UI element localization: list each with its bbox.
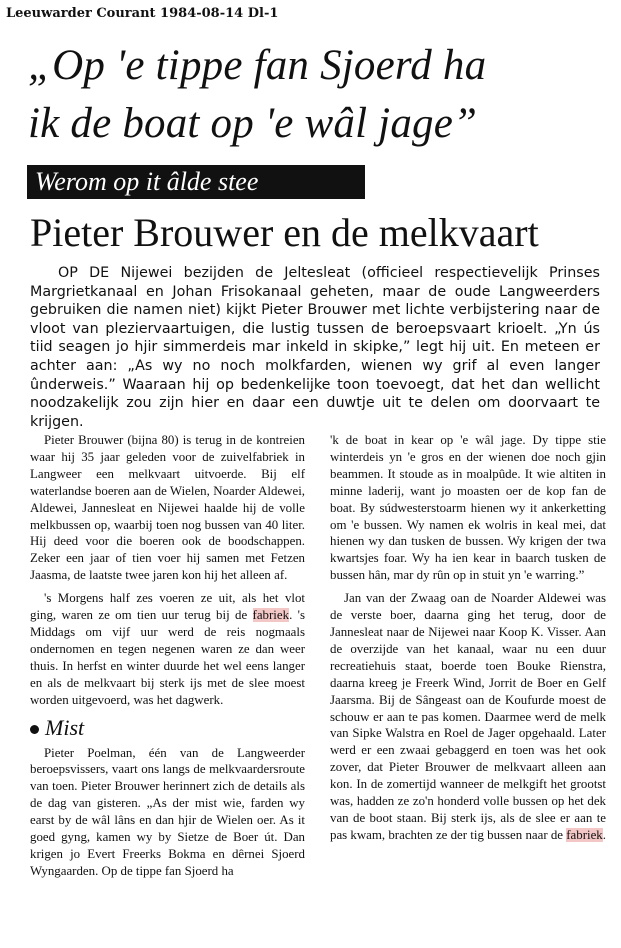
left-paragraph-3: Pieter Poelman, één van de Langweerder beroepsvissers, vaart ons langs de melkvaardersroute van toen. Pieter Brouwer herinnert zich de details als de dag van gisteren. „As der mist wie, farden wy earst by de wâl lâns en dan hjir de Wielen oer. As it goed gyng, kamen wy by Sietze de Boer út. Dan krigen jo Evert Freerks Bokma en dêrnei Sjoerd Wyngaarden. Op de tippe fan Sjoerd ha <box>30 745 305 878</box>
left-paragraph-2 <box>30 590 305 708</box>
right-paragraph-1: 'k de boat in kear op 'e wâl jage. Dy tippe stie winterdeis yn 'e gros en der wienen doe noch gjin beammen. It stoude as in moalpûde. It wie altiten in minne laderij, want jo moasten oer de kop fan de boat. By súdwesterstoarm hienen wy it ankerketting om 'e bussen. Wy namen ek wolris in keal mei, dat hienen wy dan tusken de bussen. Wy krigen der twa kwartsjes foar. Wy ha ien kear in baarch tusken de bussen hân, mar dy rûn op in stuit yn 'e warring.” <box>330 433 606 583</box>
highlighted-word: fabriek <box>566 827 603 842</box>
article-title: Pieter Brouwer en de melkvaart <box>30 210 539 255</box>
left-paragraph-1: Pieter Brouwer (bijna 80) is terug in de kontreien waar hij 35 jaar geleden voor de zuivelfabriek in Langweer een melkvaart uitvoerde. Bij elf waterlandse boeren aan de Wielen, Noarder Aldewei, Aldewei, Jannesleat en Nijewei haalde hij de volle melkbussen op, waarbij toen nog bussen van 40 liter. Hij deed voor die boeren ook de boodschappen. Zeker een jaar of tien voer hij samen met Fetzen Jaasma, de laatste twee jaren kon hij het alleen af. <box>30 433 305 583</box>
right-paragraph-2-a: Jan van der Zwaag oan de Noarder Aldewei was de verste boer, daarna ging het terug, door de Jannesleat naar de Nijewei naar Koop K. Visser. Aan de overzijde van het kanaal, waar nu een duur recreatiehuis staat, boerde toen Bouke Rienstra, daarna kreeg je Freerk Wind, Jorrit de Boer en Gelf Jaarsma. Bij de Sângeast oan de Koufurde moest de schouw er aan te pas komen. Daarmee werd de melk van Sipke Walstra en Roel de Jager opgehaald. Later werd er een zwaai gebaggerd en toen was het ook zover, dat Pieter Brouwer de melkvaart alleen aan kon. In de zomertijd wanneer de melkgift het grootst was, hadden ze zo'n honderd volle bussen op het dek van de boot staan. Bij sterk ijs, als de slee er aan te pas kwam, brachten ze der tig bussen naar de <box>330 591 606 842</box>
right-column <box>330 432 606 850</box>
headline <box>28 37 618 153</box>
left-paragraph-2-a: 's Morgens half zes voeren ze uit, als het vlot ging, waren ze om tien uur terug bij de <box>30 591 305 623</box>
headline-line-1: „Op 'e tippe fan Sjoerd ha <box>28 42 487 89</box>
kicker-banner: Werom op it âlde stee <box>27 165 365 199</box>
section-heading-text: Mist <box>45 714 85 740</box>
right-paragraph-2 <box>330 590 606 844</box>
section-heading <box>30 715 305 741</box>
lead-paragraph: OP DE Nijewei bezijden de Jeltesleat (officieel respectievelijk Prinses Margrietkanaal en Johan Frisokanaal geheten, maar de oude Langweerders gebruiken die namen niet) kijkt Pieter Brouwer met lichte verbijstering naar de vloot van pleziervaartuigen, die lustig tussen de beroepsvaart krioelt. „Yn ús tiid seagen jo hjir simmerdeis mar inkeld in skipke,” legt hij uit. En meteen er achter aan: „As wy no noch molkfarden, wienen wy grif al even langer ûnderweis.” Waaraan hij op bedenkelijke toon toevoegt, dat het dan wellicht noodzakelijk zou zijn hier en daar een duwtje uit te delen om doorvaart te krijgen. <box>30 265 600 430</box>
headline-line-2: ik de boat op 'e wâl jage” <box>28 100 478 147</box>
right-paragraph-2-b: . <box>602 827 606 842</box>
left-column <box>30 432 305 886</box>
highlighted-word: fabriek <box>252 608 290 623</box>
bullet-icon <box>30 725 39 734</box>
left-paragraph-2-b: . 's Middags om vijf uur werd de reis nogmaals ondernomen en tegen negenen waren ze dan weer thuis. In herfst en winter duurde het wel eens langer en als de melkvaart bij sterk ijs met de slee moest worden uitgevoerd, was het dagwerk. <box>30 608 305 707</box>
source-citation: Leeuwarder Courant 1984-08-14 Dl-1 <box>6 6 279 21</box>
